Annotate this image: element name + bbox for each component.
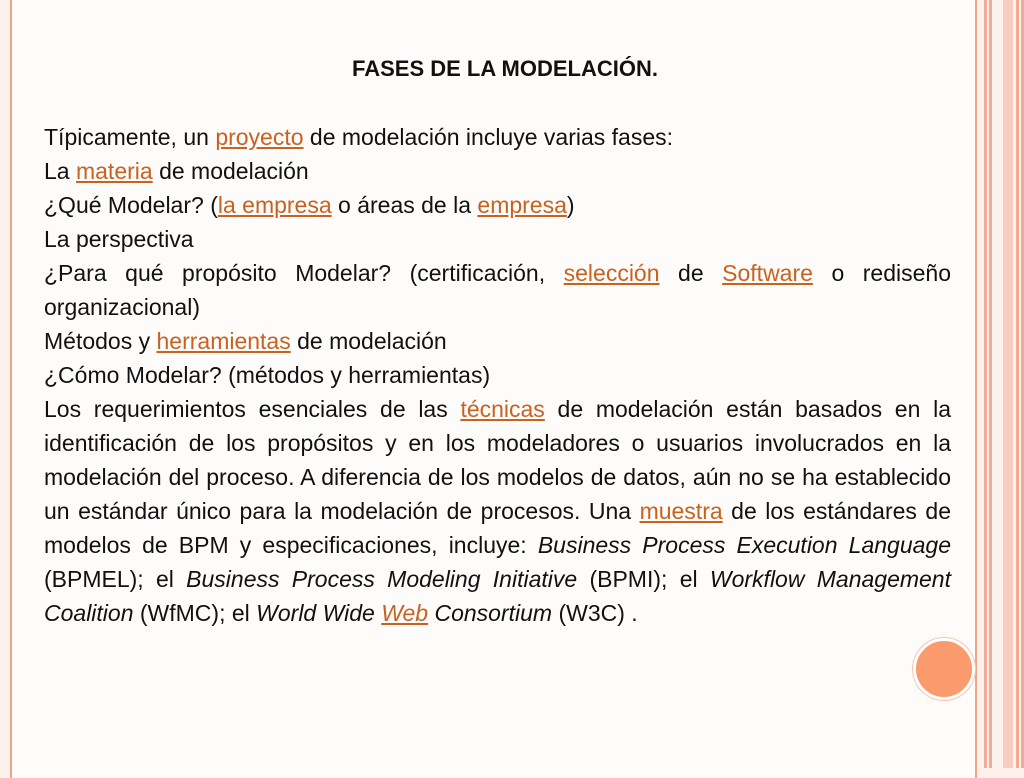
text: ¿Qué Modelar? ( (44, 192, 218, 218)
text: ) (566, 192, 575, 218)
text: de modelación están basados en la identificación de los propósitos y en los modeladores o usuarios involucrados en la modelación del proceso. A diferencia de los modelos de datos, aún no se ha establecido un estándar único para la modelación de procesos. Una (44, 396, 951, 524)
text: de los estándares de modelos de BPM y especificaciones, incluye: (44, 498, 951, 558)
link-web[interactable]: Web (381, 600, 429, 626)
text: La (44, 158, 76, 184)
decorative-stripe (984, 0, 987, 768)
link-muestra[interactable]: muestra (639, 498, 723, 524)
para-que-line (44, 256, 951, 324)
italic-text: Consortium (428, 600, 553, 626)
text: ¿Para qué propósito Modelar? (certificación, (44, 260, 564, 286)
como-modelar-line: ¿Cómo Modelar? (métodos y herramientas) (44, 362, 491, 388)
text: (BPMI); el (577, 566, 710, 592)
italic-text: Workflow Management Coalition (44, 566, 951, 626)
text: Métodos y (44, 328, 157, 354)
text: (BPMEL); el (44, 566, 187, 592)
decorative-circle (913, 638, 975, 700)
text: de modelación incluye varias fases: (303, 124, 674, 150)
requerimientos-paragraph (44, 392, 951, 630)
link-la-empresa[interactable]: la empresa (217, 192, 332, 218)
text: de modelación (290, 328, 447, 354)
text: o áreas de la (331, 192, 478, 218)
materia-line (44, 154, 951, 188)
text: (W3C) . (552, 600, 638, 626)
slide-title: FASES DE LA MODELACIÓN. (352, 56, 658, 81)
link-proyecto[interactable]: proyecto (215, 124, 304, 150)
text: o rediseño organizacional) (44, 260, 951, 320)
text: Típicamente, un (44, 124, 216, 150)
que-modelar-line (44, 188, 951, 222)
decorative-stripe (989, 0, 992, 768)
text: (WfMC); el (133, 600, 257, 626)
link-herramientas[interactable]: herramientas (156, 328, 291, 354)
metodos-line (44, 324, 951, 358)
link-seleccion[interactable]: selección (563, 260, 660, 286)
text: Los requerimientos esenciales de las (44, 396, 461, 422)
italic-text: Business Process Execution Language (537, 532, 951, 558)
link-software[interactable]: Software (722, 260, 813, 286)
link-empresa[interactable]: empresa (477, 192, 567, 218)
text: de (659, 260, 723, 286)
decorative-stripe (1016, 0, 1019, 768)
italic-text: World Wide (256, 600, 382, 626)
intro-line (44, 120, 951, 154)
link-tecnicas[interactable]: técnicas (460, 396, 545, 422)
perspectiva-line: La perspectiva (44, 226, 194, 252)
italic-text: Business Process Modeling Initiative (186, 566, 578, 592)
link-materia[interactable]: materia (75, 158, 153, 184)
decorative-stripe (1003, 0, 1013, 768)
text: de modelación (152, 158, 309, 184)
slide-body (44, 120, 951, 630)
